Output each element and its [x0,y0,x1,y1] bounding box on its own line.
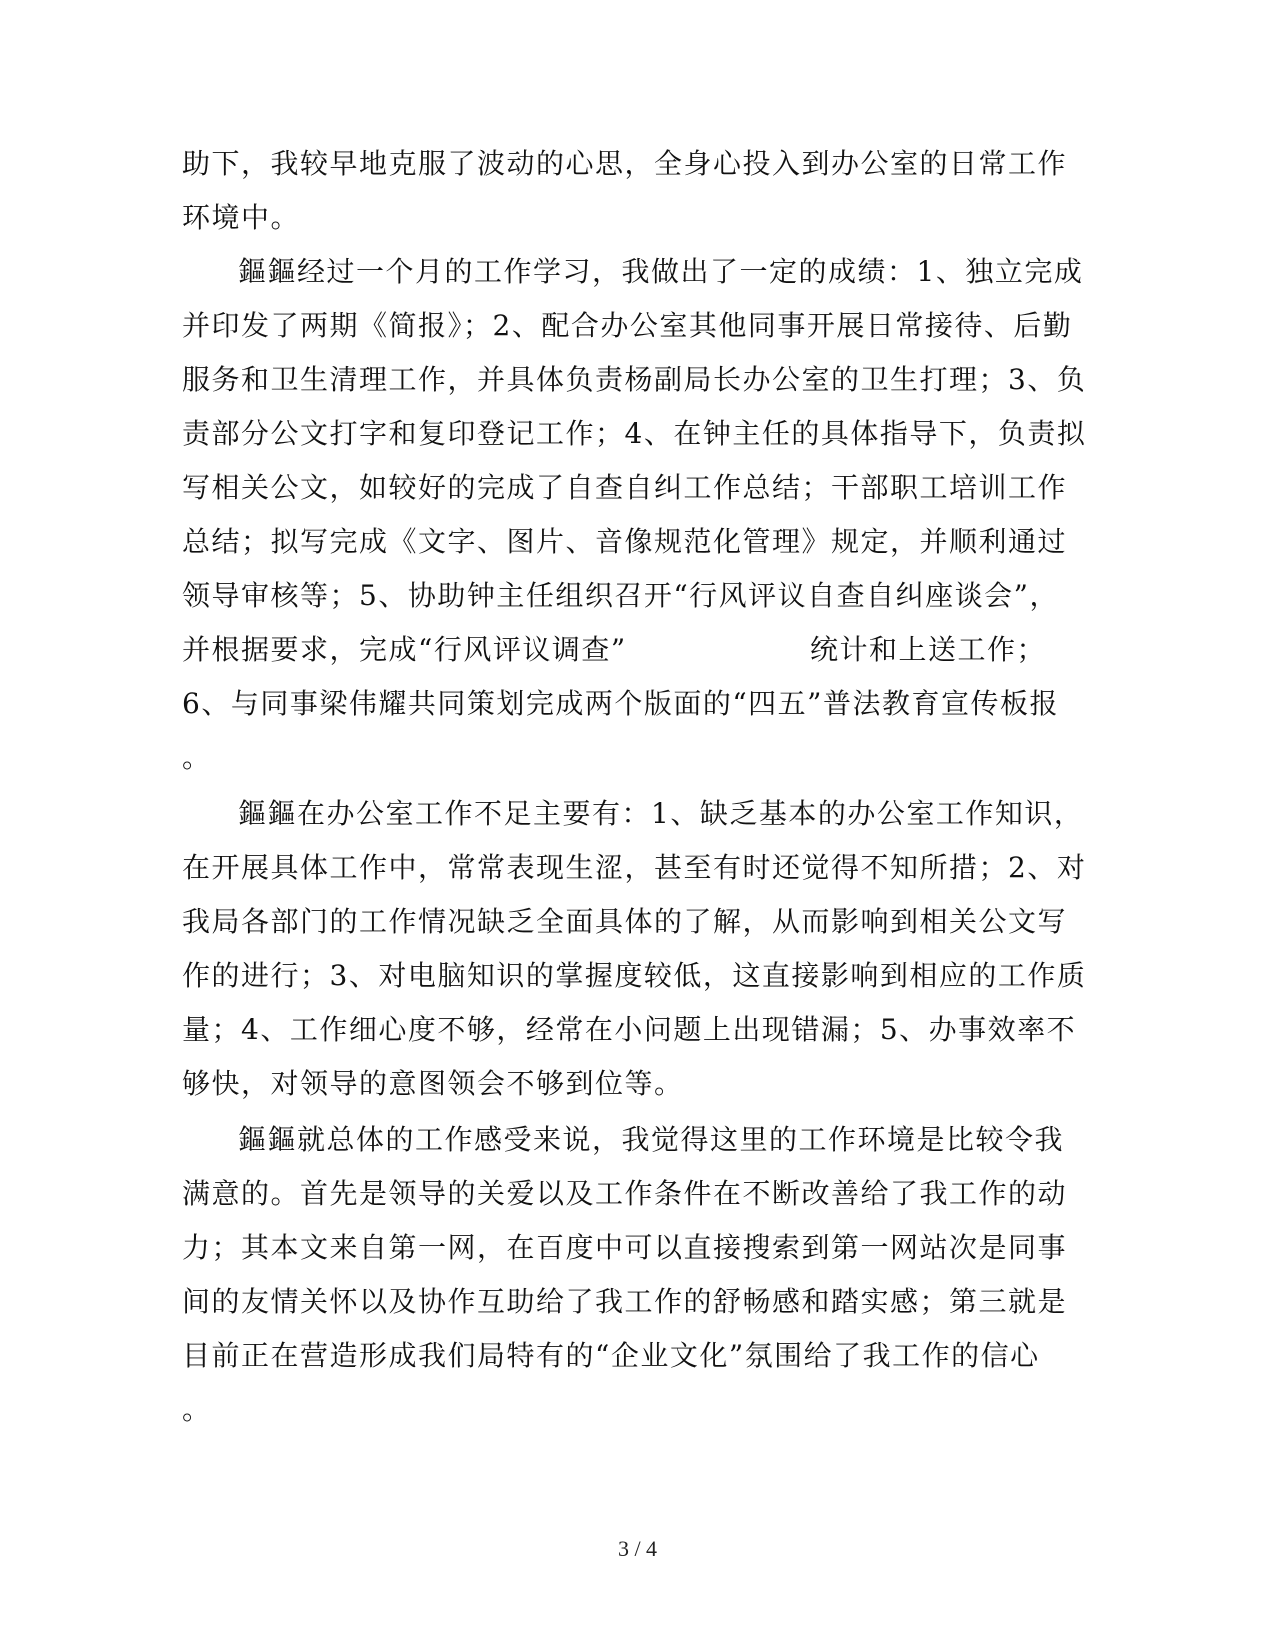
text-line: 助下，我较早地克服了波动的心思，全身心投入到办公室的日常工作 [182,147,1068,180]
text-line-left: 并根据要求，完成“行风评议调查” [182,633,627,666]
page-number: 3 / 4 [617,1536,658,1561]
text-line: 6、与同事梁伟耀共同策划完成两个版面的“四五”普法教育宣传板报 [182,687,1059,720]
text-line: 我局各部门的工作情况缺乏全面具体的了解，从而影响到相关公文写 [182,905,1068,938]
text-line: 总结；拟写完成《文字、图片、音像规范化管理》规定，并顺利通过 [182,525,1068,558]
text-line: 鏂鏂就总体的工作感受来说，我觉得这里的工作环境是比较令我 [238,1123,1065,1156]
text-line: 间的友情关怀以及协作互助给了我工作的舒畅感和踏实感；第三就是 [182,1285,1068,1318]
text-line: 环境中。 [182,201,301,234]
text-line: 写相关公文，如较好的完成了自查自纠工作总结；干部职工培训工作 [182,471,1068,504]
text-line: 鏂鏂经过一个月的工作学习，我做出了一定的成绩：1、独立完成 [238,255,1084,288]
text-line: 。 [182,1393,212,1426]
text-line: 服务和卫生清理工作，并具体负责杨副局长办公室的卫生打理；3、负 [182,363,1087,396]
text-line: 目前正在营造形成我们局特有的“企业文化”氛围给了我工作的信心 [182,1339,1040,1372]
text-line: 力；其本文来自第一网，在百度中可以直接搜索到第一网站次是同事 [182,1231,1068,1264]
text-line-right: 统计和上送工作； [810,633,1047,666]
text-line: 鏂鏂在办公室工作不足主要有：1、缺乏基本的办公室工作知识， [238,797,1084,830]
text-line: 领导审核等；5、协助钟主任组织召开“行风评议自查自纠座谈会”， [182,579,1059,612]
text-line: 作的进行；3、对电脑知识的掌握度较低，这直接影响到相应的工作质 [182,959,1087,992]
text-line: 责部分公文打字和复印登记工作；4、在钟主任的具体指导下，负责拟 [182,417,1087,450]
text-line: 满意的。首先是领导的关爱以及工作条件在不断改善给了我工作的动 [182,1177,1068,1210]
text-line: 在开展具体工作中，常常表现生涩，甚至有时还觉得不知所措；2、对 [182,851,1087,884]
text-line: 量；4、工作细心度不够，经常在小问题上出现错漏；5、办事效率不 [182,1013,1077,1046]
text-line: 。 [182,741,212,774]
text-line: 并印发了两期《简报》；2、配合办公室其他同事开展日常接待、后勤 [182,309,1073,342]
text-line: 够快，对领导的意图领会不够到位等。 [182,1067,684,1100]
